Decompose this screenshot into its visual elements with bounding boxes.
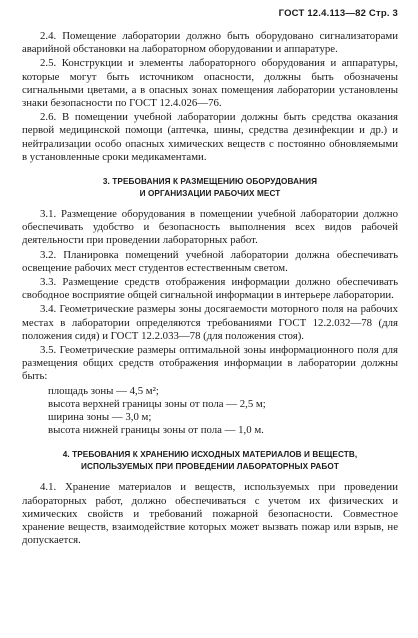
paragraph-3-5: 3.5. Геометрические размеры оптимальной зоны информационного поля для размещения общих средств отображения информации в лаборатории должны быть: bbox=[22, 344, 398, 383]
section-4-heading-line-2: ИСПОЛЬЗУЕМЫХ ПРИ ПРОВЕДЕНИИ ЛАБОРАТОРНЫХ РАБОТ bbox=[81, 462, 339, 472]
section-4-heading-line-1: 4. ТРЕБОВАНИЯ К ХРАНЕНИЮ ИСХОДНЫХ МАТЕРИАЛОВ И ВЕЩЕСТВ, bbox=[62, 450, 358, 460]
section-3-heading-line-2: И ОРГАНИЗАЦИИ РАБОЧИХ МЕСТ bbox=[139, 189, 281, 199]
section-3-heading-line-1: 3. ТРЕБОВАНИЯ К РАЗМЕЩЕНИЮ ОБОРУДОВАНИЯ bbox=[102, 177, 318, 187]
paragraph-2-4: 2.4. Помещение лаборатории должно быть оборудовано сигнализаторами аварийной обстановки на лабораторном оборудовании и аппаратуре. bbox=[22, 30, 398, 56]
list-item: высота верхней границы зоны от пола — 2,5 м; bbox=[48, 397, 266, 410]
standard-number: ГОСТ 12.4.113—82 bbox=[278, 8, 367, 19]
list-item: высота нижней границы зоны от пола — 1,0 м. bbox=[48, 424, 264, 437]
page-header bbox=[279, 8, 398, 19]
paragraph-3-2: 3.2. Планировка помещений учебной лаборатории должна обеспечивать освещение рабочих мест студентов естественным светом. bbox=[22, 248, 398, 274]
section-4-heading bbox=[22, 449, 398, 473]
section-3-heading bbox=[22, 176, 398, 200]
paragraph-2-6: 2.6. В помещении учебной лаборатории должны быть средства оказания первой медицинской помощи (аптечка, шины, средства дезинфекции и др.) и нейтрализации особо опасных химических веществ с постоянно обновляемыми в установленные сроки медикаментами. bbox=[22, 111, 398, 163]
paragraph-3-4: 3.4. Геометрические размеры зоны досягаемости моторного поля на рабочих местах в лаборатории определяются требованиями ГОСТ 12.2.032—78 (для положения сидя) и ГОСТ 12.2.033—78 (для положения стоя). bbox=[22, 303, 398, 342]
list-item: ширина зоны — 3,0 м; bbox=[48, 411, 152, 424]
paragraph-3-3: 3.3. Размещение средств отображения информации должно обеспечивать свободное восприятие общей сигнальной информации в интерьере лаборатории. bbox=[22, 276, 398, 302]
paragraph-4-1: 4.1. Хранение материалов и веществ, используемых при проведении лабораторных работ, должно обеспечиваться с учетом их физических и химических свойств и требований пожарной безопасности. Совместное хранение веществ, взаимодействие которых может вызвать пожар или взрыв, не допускается. bbox=[22, 481, 398, 547]
list-item: площадь зоны — 4,5 м²; bbox=[48, 384, 159, 397]
page-number: Стр. 3 bbox=[368, 8, 398, 19]
zone-dimensions-list bbox=[22, 385, 398, 438]
paragraph-2-5: 2.5. Конструкции и элементы лабораторного оборудования и аппаратуры, которые могут быть источником опасности, должны быть обозначены сигнальными цветами, а в опасных зонах помещения лаборатории установлены знаки безопасности по ГОСТ 12.4.026—76. bbox=[22, 57, 398, 110]
document-body bbox=[22, 30, 398, 549]
paragraph-3-1: 3.1. Размещение оборудования в помещении учебной лаборатории должно обеспечивать удобство и безопасность выполнения всех видов рабочей деятельности при проведении лабораторных работ. bbox=[22, 208, 398, 247]
